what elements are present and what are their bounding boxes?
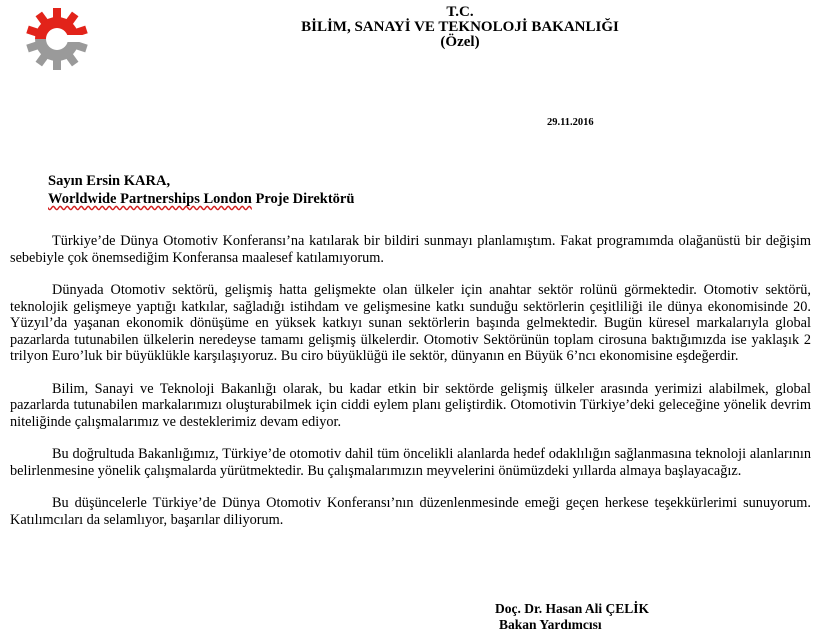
paragraph-5: Bu düşüncelerle Türkiye’de Dünya Otomotiv Konferansı’nın düzenlenmesinde emeği geçen herkese teşekkürlerimi sunuyorum. Katılımcıları da selamlıyor, başarılar diliyorum.: [10, 495, 811, 528]
letterhead: [180, 5, 740, 50]
letter-date: 29.11.2016: [547, 117, 594, 128]
letterhead-ministry: BİLİM, SANAYİ VE TEKNOLOJİ BAKANLIĞI: [301, 19, 619, 35]
addressee-org-name: Worldwide Partnerships London: [48, 191, 252, 207]
addressee-organization: [48, 190, 354, 208]
addressee-block: [48, 172, 354, 208]
addressee-org-role: Proje Direktörü: [251, 191, 355, 207]
paragraph-2: Dünyada Otomotiv sektörü, gelişmiş hatta gelişmekte olan ülkeler için anahtar sektör rolünü görmektedir. Otomotiv sektörü, teknolojik gelişmeye yaptığı katkılar, sağladığı istihdam ve gelişmesine katkı sunduğu sektörlerin çeşitliliği ile dünya ekonomisinde 20. Yüzyıl’da yaşanan ekonomik dönüşüme en yüksek katkıyı sunan sektörlerin başında gelmektedir. Bugün küresel markalarıyla global pazarlarda tutunabilen ülkelerin neredeyse tamamı gelişmiş ülkelerdir. Otomotiv Sektörünün toplam cirosuna baktığımızda ise yaklaşık 2 trilyon Euro’luk bir büyüklükle karşılaşıyoruz. Bu ciro büyüklüğü ile sektör, dünyanın en Büyük 6’ncı ekonomisine eşdeğerdir.: [10, 281, 811, 365]
signatory-title: Bakan Yardımcısı: [499, 616, 602, 632]
paragraph-3: Bilim, Sanayi ve Teknoloji Bakanlığı olarak, bu kadar etkin bir sektörde gelişmiş ülkeler arasında yerimizi alabilmek, global pazarlarda tutunabilen markalarımızı oluşturabilmek için ciddi eylem planı geliştirdik. Otomotivin Türkiye’deki geleceğine yönelik devrim niteliğinde çalışmalarımız ve desteklerimiz devam ediyor.: [10, 380, 811, 430]
signature-block: [495, 601, 649, 632]
paragraph-1: Türkiye’de Dünya Otomotiv Konferansı’na katılarak bir bildiri sunmayı planlamıştım. Fakat programımda olağanüstü bir değişim sebebiyle çok önemsediğim Konferansa maalesef katılamıyorum.: [10, 233, 811, 266]
letterhead-country: T.C.: [446, 4, 474, 20]
letterhead-classification: (Özel): [440, 34, 480, 50]
addressee-name: Sayın Ersin KARA,: [48, 173, 171, 189]
paragraph-4: Bu doğrultuda Bakanlığımız, Türkiye’de otomotiv dahil tüm öncelikli alanlarda hedef odaklılığın sağlanmasına teknoloji alanlarının belirlenmesine yönelik çalışmalarda yürütmektedir. Bu çalışmalarımızın meyvelerini önümüzdeki yıllarda almaya başlayacağız.: [10, 446, 811, 479]
letter-body: [10, 233, 811, 544]
ministry-gear-logo-icon: [22, 4, 92, 74]
signatory-name: Doç. Dr. Hasan Ali ÇELİK: [495, 601, 650, 616]
